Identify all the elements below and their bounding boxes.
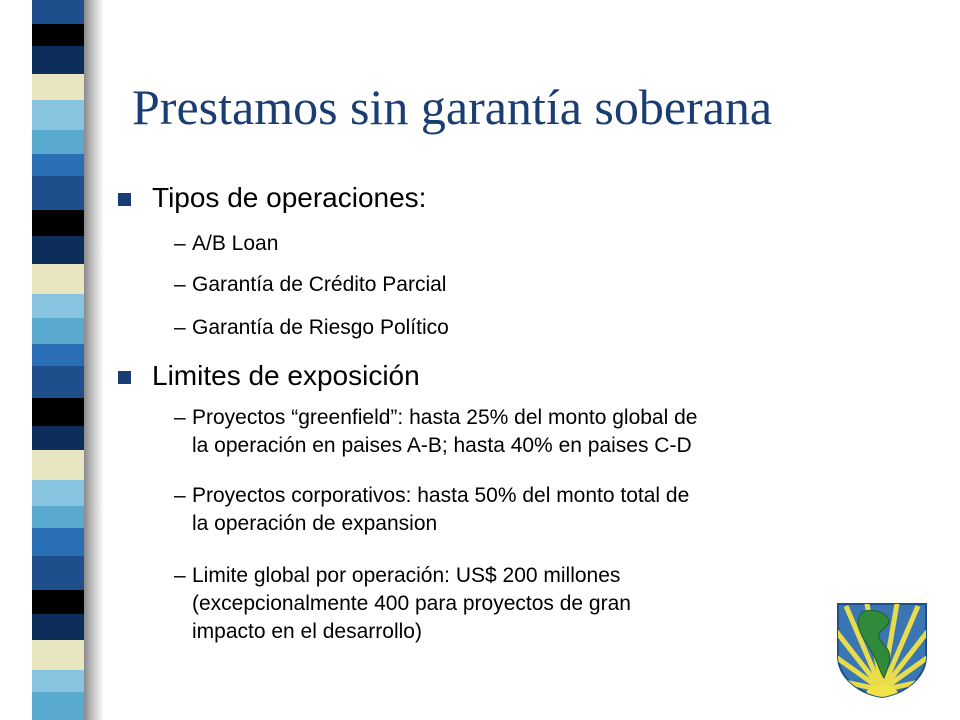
dash-marker: –: [174, 484, 186, 507]
sub-bullet: [174, 404, 894, 460]
strip-block: [32, 556, 84, 590]
strip-block: [32, 506, 84, 528]
strip-block: [32, 640, 84, 670]
strip-block: [32, 0, 84, 24]
strip-block: [32, 398, 84, 426]
sub-bullet-text: A/B Loan: [192, 232, 279, 255]
bullet-heading: Tipos de operaciones:: [152, 182, 427, 213]
sub-bullet-text: Garantía de Riesgo Político: [192, 316, 449, 339]
dash-marker: –: [174, 273, 186, 296]
dash-marker: –: [174, 564, 186, 587]
strip-block: [32, 154, 84, 176]
strip-block: [32, 590, 84, 614]
square-bullet-icon: [118, 371, 131, 384]
slide-title: Prestamos sin garantía soberana: [132, 79, 773, 135]
sub-bullet-text: Proyectos “greenfield”: hasta 25% del monto global de la operación en paises A-B; hasta 40% en paises C-D: [192, 406, 698, 457]
strip-block: [32, 46, 84, 74]
sub-bullet: [174, 482, 894, 538]
strip-block: [32, 74, 84, 100]
strip-block: [32, 100, 84, 130]
sub-bullet-text: Limite global por operación: US$ 200 millones (excepcionalmente 400 para proyectos de gran impacto en el desarrollo): [192, 564, 631, 643]
strip-block: [32, 480, 84, 506]
sub-bullet-text: Garantía de Crédito Parcial: [192, 273, 447, 296]
strip-block: [32, 236, 84, 264]
strip-block: [32, 130, 84, 154]
strip-block: [32, 344, 84, 366]
sub-bullet: [174, 271, 894, 299]
strip-block: [32, 614, 84, 640]
decorative-side-strip: [32, 0, 84, 720]
strip-block: [32, 264, 84, 294]
dash-marker: –: [174, 232, 186, 255]
sub-bullet: [174, 230, 894, 258]
strip-block: [32, 450, 84, 480]
dash-marker: –: [174, 406, 186, 429]
bullet-heading: Limites de exposición: [152, 360, 420, 391]
sub-bullet: [174, 562, 894, 646]
strip-block: [32, 294, 84, 318]
strip-block: [32, 318, 84, 344]
strip-block: [32, 692, 84, 720]
strip-block: [32, 176, 84, 210]
sub-bullet: [174, 314, 894, 342]
strip-block: [32, 366, 84, 398]
side-strip-shadow: [84, 0, 104, 720]
sub-bullet-text: Proyectos corporativos: hasta 50% del monto total de la operación de expansion: [192, 484, 690, 535]
strip-block: [32, 670, 84, 692]
strip-block: [32, 426, 84, 450]
square-bullet-icon: [118, 193, 131, 206]
emblem-logo-icon: [832, 598, 932, 698]
strip-block: [32, 528, 84, 556]
dash-marker: –: [174, 316, 186, 339]
strip-block: [32, 210, 84, 236]
strip-block: [32, 24, 84, 46]
